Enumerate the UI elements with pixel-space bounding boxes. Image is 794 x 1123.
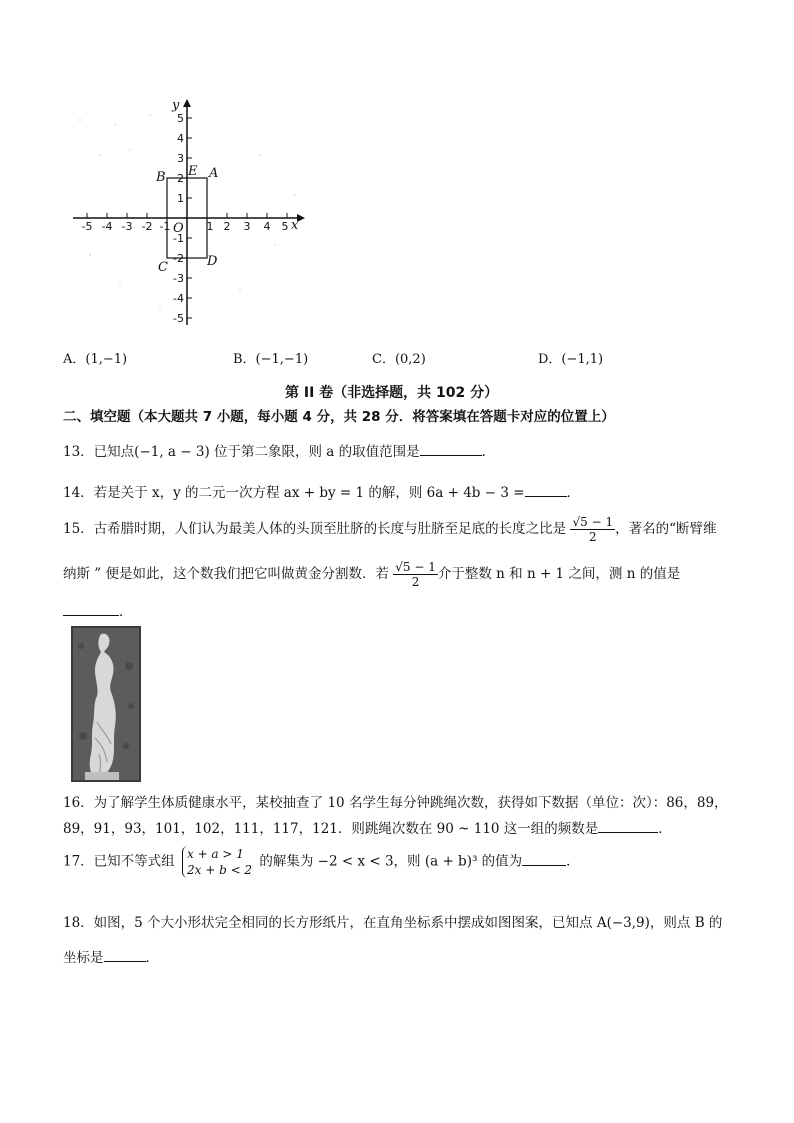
question-13-end: ． (481, 444, 496, 460)
x-tick-label: -5 (81, 220, 93, 233)
y-tick-label: 2 (177, 172, 184, 185)
question-16-line-1: 16．为了解学生体质健康水平，某校抽查了 10 名学生每分钟跳绳次数，获得如下数据（单位：次）：86，89， (63, 795, 728, 811)
y-tick-label: 5 (177, 112, 184, 125)
section-title: 第 II 卷（非选择题，共 102 分） (285, 385, 499, 401)
y-axis-label: y (172, 98, 180, 113)
inequality-row-1: x + a > 1 (186, 847, 244, 861)
x-tick-label: 2 (223, 220, 231, 233)
inequality-system (182, 846, 252, 878)
question-18-text: 坐标是 (63, 950, 104, 966)
y-tick-label: -2 (173, 252, 184, 265)
point-label-d: D (207, 254, 218, 269)
answer-blank (420, 443, 482, 456)
choice-b: B．(−1,−1) (233, 352, 309, 367)
question-14-text: 14．若是关于 x，y 的二元一次方程 ax + by = 1 的解，则 6a + 4b − 3 = (63, 485, 525, 501)
origin-label: O (173, 221, 184, 236)
question-17-text-1: 17．已知不等式组 (63, 853, 175, 870)
question-15-line-3 (63, 600, 133, 620)
question-15-text-1: 15．古希腊时期，人们认为最美人体的头顶至肚脐的长度与肚脐至足底的长度之比是 (63, 521, 567, 537)
coordinate-graph (60, 95, 320, 335)
x-tick-label: 1 (206, 220, 214, 233)
choice-a: A．(1,−1) (63, 352, 128, 367)
point-label-c: C (158, 260, 168, 275)
fraction-numerator: √5 − 1 (395, 560, 436, 574)
question-17-end: ． (566, 853, 580, 870)
question-15-text-4: 介于整数 n 和 n + 1 之间，测 n 的值是 (437, 566, 681, 582)
question-13-text: 13．已知点(−1, a − 3) 位于第二象限，则 a 的取值范围是 (63, 444, 420, 460)
y-tick-label: -3 (173, 272, 184, 285)
question-18-line-2 (63, 946, 159, 966)
question-16-text: 89，91，93，101，102，111，117，121．则跳绳次数在 90 ~ 110 这一组的频数是 (63, 821, 599, 837)
x-tick-label: -4 (101, 220, 113, 233)
question-18-line-1: 18．如图，5 个大小形状完全相同的长方形纸片，在直角坐标系中摆成如图图案，已知点 A(−3,9)，则点 B 的 (63, 915, 723, 931)
point-label-b: B (156, 170, 166, 185)
x-tick-label: -3 (121, 220, 133, 233)
answer-blank (525, 484, 567, 497)
answer-blank (522, 853, 566, 866)
x-tick-label: -2 (141, 220, 153, 233)
x-tick-label: -1 (159, 220, 171, 233)
choice-d: D．(−1,1) (538, 352, 604, 367)
question-14 (63, 481, 580, 501)
question-13 (63, 440, 495, 460)
fraction-denominator: 2 (588, 530, 597, 544)
question-15-line-1 (63, 515, 717, 544)
x-tick-label: 3 (243, 220, 251, 233)
fraction-numerator: √5 − 1 (572, 515, 614, 529)
question-14-end: ． (566, 485, 581, 501)
y-tick-label: 3 (177, 152, 184, 165)
question-16-line-2 (63, 817, 672, 837)
venus-de-milo-image (71, 626, 141, 782)
point-label-e: E (188, 164, 198, 179)
x-tick-label: 5 (281, 220, 289, 233)
y-tick-label: -1 (173, 232, 184, 245)
question-17 (63, 846, 580, 878)
golden-ratio-fraction (393, 560, 438, 589)
point-label-a: A (209, 166, 219, 181)
x-tick-label: 4 (263, 220, 271, 233)
y-tick-label: 4 (177, 132, 184, 145)
answer-blank (598, 820, 658, 833)
inequality-row-2: 2x + b < 2 (186, 863, 253, 877)
y-tick-label: 1 (177, 192, 184, 205)
question-18-end: ． (145, 950, 159, 966)
question-15-text-3: 纳斯 ” 便是如此，这个数我们把它叫做黄金分割数．若 (63, 566, 389, 582)
choice-c: C．(0,2) (372, 352, 426, 367)
y-tick-label: -5 (173, 312, 184, 325)
answer-blank (63, 603, 119, 616)
question-15-text-2: ，著名的“断臂维 (615, 521, 717, 537)
answer-blank (104, 949, 146, 962)
question-15-line-2 (63, 560, 680, 589)
y-tick-label: -4 (173, 292, 184, 305)
golden-ratio-fraction (570, 515, 615, 544)
section-heading: 二、填空题（本大题共 7 小题，每小题 4 分，共 28 分．将答案填在答题卡对应的位置上） (63, 409, 615, 425)
question-17-text-2: 的解集为 −2 < x < 3，则 (a + b)³ 的值为 (259, 853, 523, 870)
fraction-denominator: 2 (411, 575, 420, 589)
x-axis-label: x (291, 218, 299, 233)
question-15-end: ． (119, 604, 133, 620)
question-16-end: ． (658, 821, 672, 837)
